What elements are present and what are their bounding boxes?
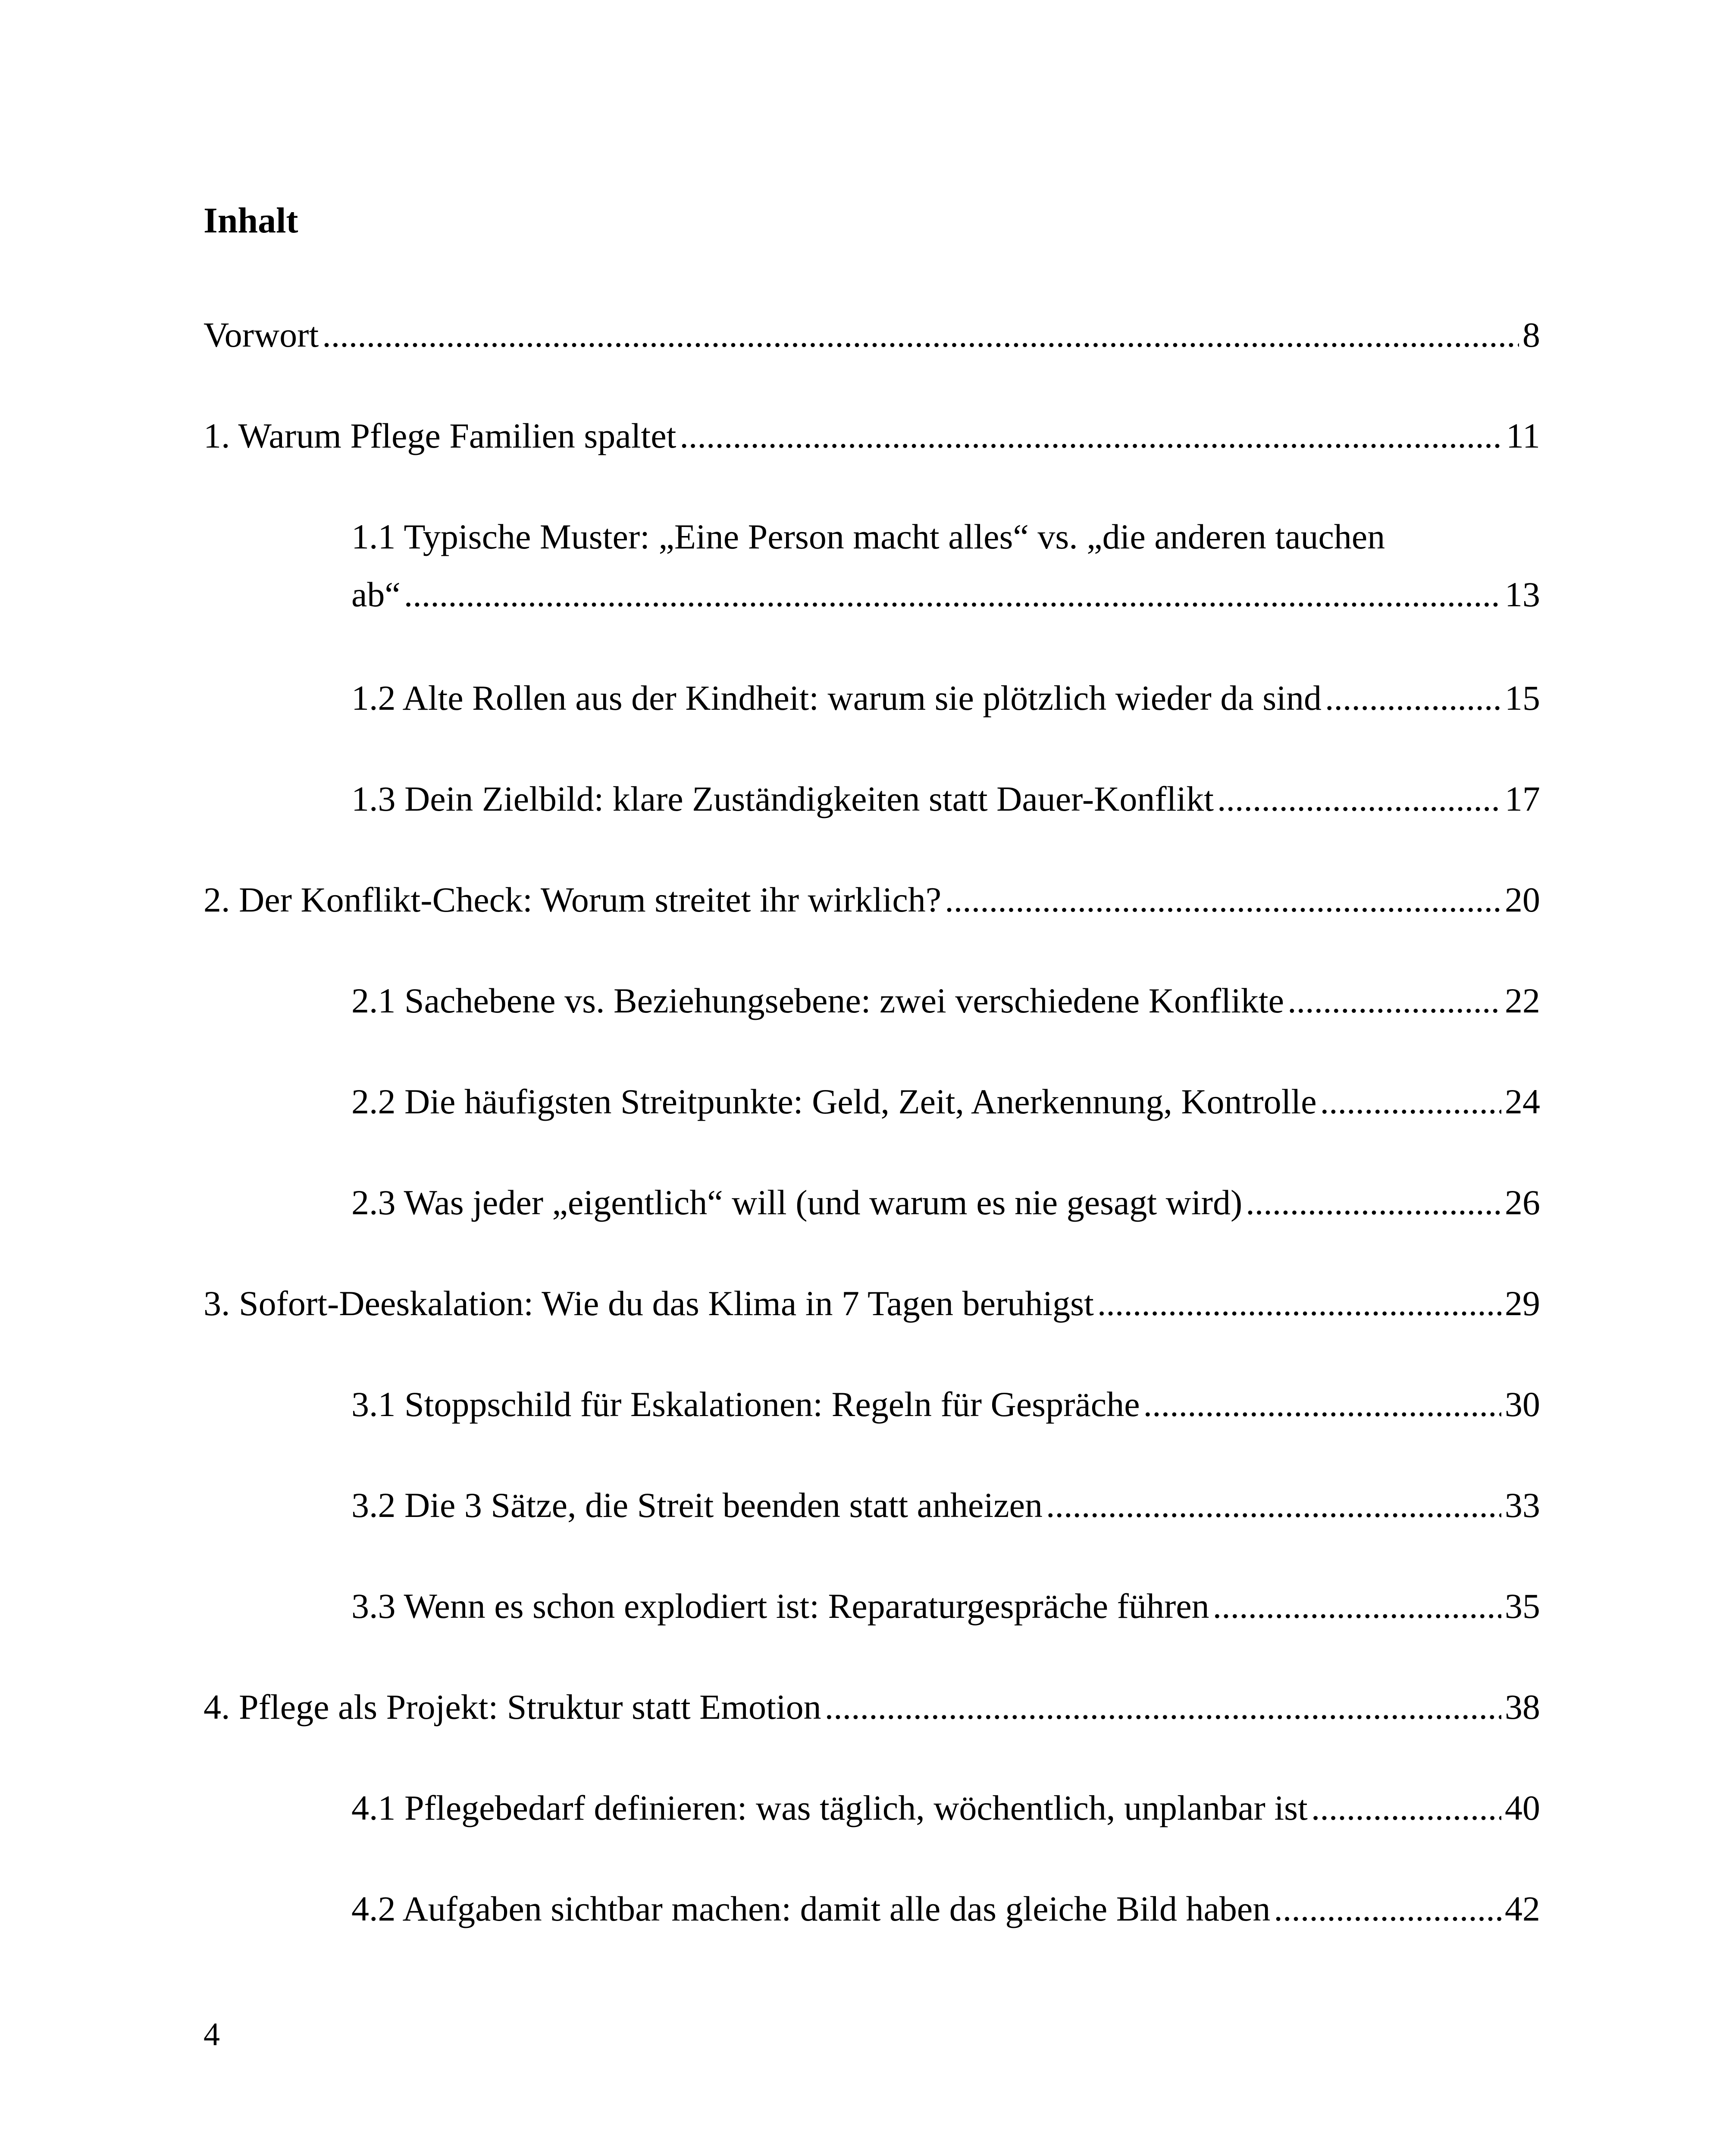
toc-entry-page: 24	[1505, 1082, 1540, 1121]
toc-entry-title: Vorwort	[204, 315, 319, 354]
toc-entry-title: 1. Warum Pflege Familien spaltet	[204, 416, 677, 455]
toc-entry-section-4-2[interactable]	[351, 1891, 1540, 1927]
toc-entry-title: 3.1 Stoppschild für Eskalationen: Regeln für Gespräche	[351, 1385, 1140, 1424]
dot-leader	[1274, 1891, 1501, 1927]
toc-entry-page: 33	[1505, 1485, 1540, 1525]
toc-entry-section-1-3[interactable]	[351, 781, 1540, 817]
toc-entry-title: 2.3 Was jeder „eigentlich“ will (und warum es nie gesagt wird)	[351, 1183, 1243, 1222]
toc-entry-title-line1: 1.1 Typische Muster: „Eine Person macht alles“ vs. „die anderen tauchen	[351, 517, 1385, 556]
toc-entry-page: 20	[1505, 880, 1540, 919]
toc-entry-title: 4.2 Aufgaben sichtbar machen: damit alle das gleiche Bild haben	[351, 1889, 1271, 1928]
toc-entry-chapter-4[interactable]	[204, 1689, 1540, 1725]
toc-entry-title: 3.3 Wenn es schon explodiert ist: Reparaturgespräche führen	[351, 1586, 1209, 1626]
toc-entry-section-3-1[interactable]	[351, 1387, 1540, 1422]
dot-leader	[1325, 680, 1501, 716]
dot-leader	[945, 882, 1501, 918]
dot-leader	[1097, 1286, 1501, 1321]
toc-entry-title: 3. Sofort-Deeskalation: Wie du das Klima in 7 Tagen beruhigst	[204, 1284, 1094, 1323]
dot-leader	[680, 418, 1503, 454]
dot-leader	[1311, 1790, 1501, 1826]
toc-entry-page: 22	[1505, 981, 1540, 1020]
dot-leader	[1287, 983, 1501, 1018]
toc-entry-title: 2.1 Sachebene vs. Beziehungsebene: zwei verschiedene Konflikte	[351, 981, 1284, 1020]
toc-entry-title: 2.2 Die häufigsten Streitpunkte: Geld, Zeit, Anerkennung, Kontrolle	[351, 1082, 1317, 1121]
toc-entry-section-1-2[interactable]	[351, 680, 1540, 716]
dot-leader	[1046, 1488, 1501, 1523]
toc-entry-section-4-1[interactable]	[351, 1790, 1540, 1826]
toc-entry-page: 13	[1505, 575, 1540, 614]
toc-entry-section-3-2[interactable]	[351, 1485, 1540, 1525]
page-number: 4	[204, 2016, 220, 2053]
toc-entry-title: 2. Der Konflikt-Check: Worum streitet ihr wirklich?	[204, 880, 942, 919]
dot-leader	[1217, 781, 1501, 817]
toc-entry-section-3-3[interactable]	[351, 1586, 1540, 1626]
dot-leader	[1246, 1185, 1501, 1220]
toc-entry-page: 35	[1505, 1586, 1540, 1626]
toc-entry-title: 3.2 Die 3 Sätze, die Streit beenden statt anheizen	[351, 1485, 1043, 1525]
dot-leader	[825, 1689, 1501, 1725]
toc-entry-section-2-3[interactable]	[351, 1185, 1540, 1220]
dot-leader	[1213, 1589, 1501, 1624]
toc-entry-page: 30	[1505, 1385, 1540, 1424]
toc-heading: Inhalt	[204, 201, 298, 241]
dot-leader	[322, 317, 1519, 353]
toc-entry-page: 29	[1505, 1284, 1540, 1323]
toc-entry-page: 15	[1505, 678, 1540, 718]
toc-entry-page: 40	[1505, 1788, 1540, 1827]
toc-entry-chapter-2[interactable]	[204, 882, 1540, 918]
toc-entry-page: 17	[1505, 779, 1540, 818]
toc-entry-title: 4.1 Pflegebedarf definieren: was täglich, wöchentlich, unplanbar ist	[351, 1788, 1308, 1827]
toc-entry-section-2-1[interactable]	[351, 983, 1540, 1018]
toc-entry-page: 26	[1505, 1183, 1540, 1222]
toc-entry-section-1-1[interactable]	[351, 519, 1540, 612]
toc-entry-page: 38	[1505, 1687, 1540, 1727]
toc-entry-section-2-2[interactable]	[351, 1084, 1540, 1119]
toc-entry-line2	[351, 577, 1540, 612]
toc-entry-title: 4. Pflege als Projekt: Struktur statt Emotion	[204, 1687, 821, 1727]
dot-leader	[1143, 1387, 1501, 1422]
toc-entry-title: 1.3 Dein Zielbild: klare Zuständigkeiten statt Dauer-Konflikt	[351, 779, 1214, 818]
toc-entry-page: 42	[1505, 1889, 1540, 1928]
toc-entry-title: 1.2 Alte Rollen aus der Kindheit: warum sie plötzlich wieder da sind	[351, 678, 1322, 718]
toc-entry-chapter-1[interactable]	[204, 418, 1540, 454]
toc-entry-chapter-3[interactable]	[204, 1286, 1540, 1321]
dot-leader	[404, 577, 1501, 612]
toc-entry-vorwort[interactable]	[204, 317, 1540, 353]
toc-entry-page: 8	[1522, 315, 1540, 354]
toc-entry-title-line2: ab“	[351, 575, 401, 614]
dot-leader	[1320, 1084, 1501, 1119]
toc-entry-page: 11	[1506, 416, 1540, 455]
